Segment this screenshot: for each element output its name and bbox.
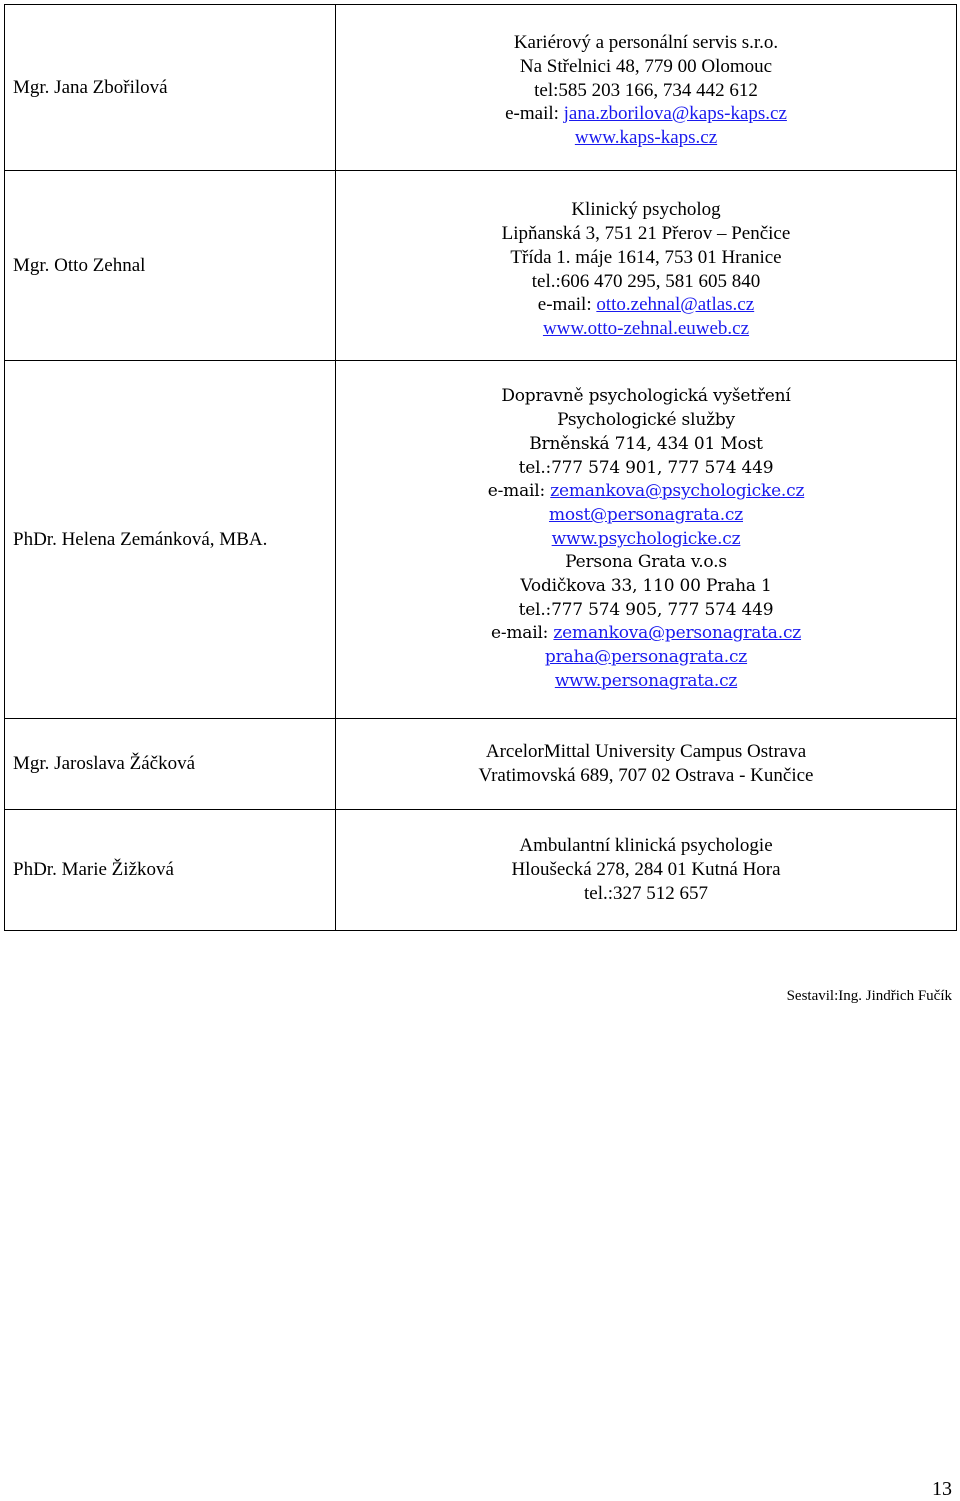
contact-name: Mgr. Jaroslava Žáčková xyxy=(5,719,336,810)
contact-details xyxy=(336,361,957,719)
email-label: e-mail: xyxy=(505,103,564,125)
detail-line: tel.:777 574 901, 777 574 449 xyxy=(518,457,774,478)
contact-row xyxy=(5,361,957,719)
detail-line: Brněnská 714, 434 01 Most xyxy=(529,433,763,454)
detail-line: tel.:327 512 657 xyxy=(583,882,709,904)
contact-row xyxy=(5,719,957,810)
contact-name: Mgr. Jana Zbořilová xyxy=(5,5,336,171)
detail-line: Persona Grata v.o.s xyxy=(565,552,727,573)
website-link[interactable]: www.kaps-kaps.cz xyxy=(574,127,718,149)
email-link[interactable]: zemankova@psychologicke.cz xyxy=(550,481,805,502)
detail-line: Hloušecká 278, 284 01 Kutná Hora xyxy=(511,859,781,881)
detail-line xyxy=(336,126,956,150)
website-link[interactable]: www.psychologicke.cz xyxy=(551,528,741,549)
detail-line: Lipňanská 3, 751 21 Přerov – Penčice xyxy=(501,223,791,245)
detail-line xyxy=(336,528,956,552)
website-link[interactable]: www.otto-zehnal.euweb.cz xyxy=(542,317,750,339)
contact-name: Mgr. Otto Zehnal xyxy=(5,171,336,361)
contact-details xyxy=(336,5,957,171)
detail-line: ArcelorMittal University Campus Ostrava xyxy=(485,741,807,763)
detail-line: Ambulantní klinická psychologie xyxy=(519,835,773,857)
contact-row xyxy=(5,810,957,931)
detail-line: Třída 1. máje 1614, 753 01 Hranice xyxy=(510,246,782,268)
email-label: e-mail: xyxy=(487,481,551,502)
detail-line xyxy=(336,102,956,126)
detail-line xyxy=(336,293,956,317)
detail-line: tel.:777 574 905, 777 574 449 xyxy=(518,599,774,620)
detail-line xyxy=(336,480,956,504)
detail-line xyxy=(336,646,956,670)
detail-line: Dopravně psychologická vyšetření xyxy=(501,386,791,407)
detail-line: Psychologické služby xyxy=(557,410,735,431)
contact-details xyxy=(336,171,957,361)
detail-line xyxy=(336,504,956,528)
contact-name: PhDr. Marie Žižková xyxy=(5,810,336,931)
page-number: 13 xyxy=(932,1478,952,1500)
contact-details xyxy=(336,810,957,931)
detail-line: Vratimovská 689, 707 02 Ostrava - Kunčice xyxy=(478,765,814,786)
detail-line xyxy=(336,317,956,341)
compiled-by-note: Sestavil:Ing. Jindřich Fučík xyxy=(786,988,952,1004)
contact-row xyxy=(5,5,957,171)
detail-line: Klinický psycholog xyxy=(571,199,721,221)
email-label: e-mail: xyxy=(537,294,597,316)
contacts-table xyxy=(4,4,957,931)
detail-line xyxy=(336,622,956,646)
detail-line: tel.:606 470 295, 581 605 840 xyxy=(531,270,761,292)
email-link[interactable]: otto.zehnal@atlas.cz xyxy=(596,294,755,316)
contact-name: PhDr. Helena Zemánková, MBA. xyxy=(5,361,336,719)
detail-line: tel:585 203 166, 734 442 612 xyxy=(534,79,758,101)
email-link[interactable]: praha@personagrata.cz xyxy=(544,647,748,668)
email-label: e-mail: xyxy=(490,623,554,644)
email-link[interactable]: jana.zborilova@kaps-kaps.cz xyxy=(563,103,787,125)
email-link[interactable]: most@personagrata.cz xyxy=(548,504,743,525)
detail-line: Na Střelnici 48, 779 00 Olomouc xyxy=(519,55,773,77)
contact-row xyxy=(5,171,957,361)
detail-line xyxy=(336,670,956,694)
website-link[interactable]: www.personagrata.cz xyxy=(554,670,738,691)
email-link[interactable]: zemankova@personagrata.cz xyxy=(553,623,802,644)
detail-line: Vodičkova 33, 110 00 Praha 1 xyxy=(520,576,772,597)
detail-line: Kariérový a personální servis s.r.o. xyxy=(513,32,779,54)
contact-details xyxy=(336,719,957,810)
